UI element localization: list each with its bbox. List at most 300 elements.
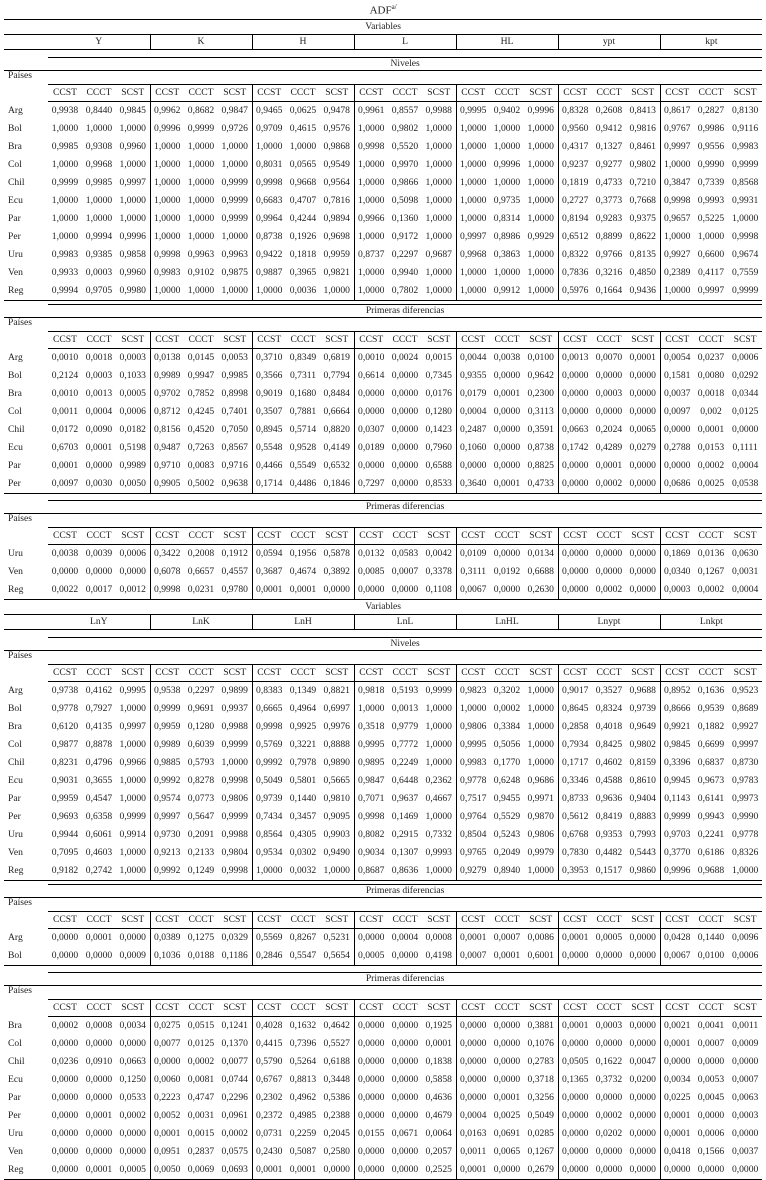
pvalue-cell: 1,0000: [527, 267, 554, 279]
table-row: [4, 844, 762, 862]
pvalue-cell: 0,9970: [391, 159, 419, 171]
pvalue-cell: 0,1280: [187, 721, 215, 733]
pvalue-cell: 0,0001: [595, 460, 623, 472]
pvalue-cell: 1,0000: [119, 703, 146, 715]
pvalue-cell: 0,9688: [629, 685, 656, 697]
test-type-header: CCST: [660, 332, 694, 349]
pvalue-cell: 0,9947: [187, 370, 215, 382]
pvalue-cell: 0,9487: [150, 439, 184, 457]
pvalue-cell: 0,9539: [697, 703, 725, 715]
country-label: Arg: [8, 684, 23, 696]
country-label: Bra: [8, 388, 22, 400]
pvalue-cell: 0,0000: [629, 1092, 656, 1104]
pvalue-cell: 0,9938: [51, 105, 79, 117]
pvalue-cell: 0,0007: [697, 1038, 725, 1050]
pvalue-cell: 0,9802: [629, 739, 656, 751]
pvalue-cell: 1,0000: [527, 739, 554, 751]
pvalue-cell: 1,0000: [354, 228, 388, 246]
pvalue-cell: 0,0002: [592, 581, 626, 600]
pvalue-cell: 0,6837: [697, 757, 725, 769]
corner-cell: [4, 615, 48, 630]
pvalue-cell: 0,9989: [150, 736, 184, 754]
pvalue-cell: 0,9766: [595, 249, 623, 261]
title-text: ADF: [369, 4, 392, 17]
pvalue-cell: 0,0001: [558, 929, 592, 948]
pvalue-cell: 0,4028: [252, 1017, 286, 1036]
pvalue-cell: 0,9870: [527, 811, 554, 823]
pvalue-cell: 0,0000: [456, 457, 490, 475]
country-label: Bol: [8, 703, 22, 715]
country-label: Bol: [8, 370, 22, 382]
pvalue-cell: 0,9992: [252, 754, 286, 772]
pvalue-cell: 0,7934: [558, 736, 592, 754]
test-type-header: CCCT: [592, 1000, 626, 1017]
variable-name: Y: [48, 35, 150, 50]
pvalue-cell: 0,0003: [85, 370, 113, 382]
pvalue-cell: 0,0001: [697, 424, 725, 436]
pvalue-cell: 0,9375: [629, 213, 656, 225]
table-row: [4, 228, 762, 246]
pvalue-cell: 0,5002: [184, 475, 218, 494]
pvalue-cell: 0,0013: [391, 703, 419, 715]
pvalue-cell: 0,0038: [493, 352, 521, 364]
pvalue-cell: 0,9778: [51, 703, 79, 715]
pvalue-cell: 0,0077: [221, 1056, 248, 1068]
pvalue-cell: 0,0003: [119, 352, 146, 364]
pvalue-cell: 0,3770: [660, 844, 694, 862]
pvalue-cell: 0,0000: [320, 581, 354, 600]
pvalue-cell: 1,0000: [425, 757, 452, 769]
pvalue-cell: 0,0671: [391, 1128, 419, 1140]
pvalue-cell: 0,0202: [595, 1128, 623, 1140]
pvalue-cell: 0,2727: [558, 192, 592, 210]
pvalue-cell: 0,4198: [422, 947, 456, 966]
pvalue-cell: 0,8504: [456, 826, 490, 844]
pvalue-cell: 0,5056: [493, 739, 521, 751]
country-label: Uru: [8, 829, 23, 841]
table-row: [4, 156, 762, 174]
pvalue-cell: 0,0000: [391, 388, 419, 400]
pvalue-cell: 1,0000: [119, 123, 146, 135]
pvalue-cell: 0,0000: [493, 1020, 521, 1032]
pvalue-cell: 1,0000: [354, 282, 388, 301]
pvalue-cell: 0,0340: [660, 563, 694, 581]
pvalue-cell: 1,0000: [425, 231, 452, 243]
pvalue-cell: 0,0000: [493, 548, 521, 560]
pvalue-cell: 0,3111: [456, 563, 490, 581]
pvalue-cell: 0,0003: [660, 581, 694, 600]
pvalue-cell: 0,8945: [252, 421, 286, 439]
pvalue-cell: 0,9102: [187, 267, 215, 279]
pvalue-cell: 0,0134: [527, 548, 554, 560]
pvalue-cell: 0,9996: [527, 105, 554, 117]
pvalue-cell: 0,0000: [731, 424, 759, 436]
pvalue-cell: 0,0004: [391, 932, 419, 944]
pvalue-cell: 0,0000: [85, 1092, 113, 1104]
pvalue-cell: 0,8666: [660, 700, 694, 718]
corner-cell: [4, 305, 48, 318]
table-row: [4, 826, 762, 844]
pvalue-cell: 0,0000: [354, 1071, 388, 1089]
pvalue-cell: 1,0000: [221, 159, 248, 171]
pvalue-cell: 1,0000: [187, 141, 215, 153]
pvalue-cell: 0,0039: [85, 548, 113, 560]
pvalue-cell: 0,8484: [323, 388, 350, 400]
pvalue-cell: 0,9961: [354, 102, 388, 121]
pvalue-cell: 0,0001: [490, 947, 524, 966]
pvalue-cell: 0,0237: [697, 352, 725, 364]
table-row: [4, 772, 762, 790]
pvalue-cell: 0,1818: [289, 249, 317, 261]
test-type-header: CCST: [252, 665, 286, 682]
table-row: [4, 581, 762, 600]
test-type-header: CCST: [252, 85, 286, 102]
variables-label: Variables: [4, 600, 762, 615]
test-type-header: SCST: [116, 528, 150, 545]
variables-header-row: [4, 20, 762, 35]
pvalue-cell: 0,4482: [595, 847, 623, 859]
pvalue-cell: 0,6061: [85, 829, 113, 841]
table-row: [4, 102, 762, 121]
pvalue-cell: 0,9866: [391, 177, 419, 189]
pvalue-cell: 0,8278: [187, 775, 215, 787]
pvalue-cell: 0,9556: [697, 141, 725, 153]
test-type-header: CCST: [660, 912, 694, 929]
table-row: [4, 1071, 762, 1089]
pvalue-cell: 0,0041: [697, 1020, 725, 1032]
pvalue-cell: 0,2608: [595, 105, 623, 117]
test-type-header: SCST: [524, 332, 558, 349]
pvalue-cell: 0,8419: [595, 811, 623, 823]
pvalue-cell: 0,8998: [221, 388, 248, 400]
pvalue-cell: 0,8082: [354, 826, 388, 844]
pvalue-cell: 0,0418: [660, 1143, 694, 1161]
pvalue-cell: 0,9997: [731, 739, 759, 751]
pvalue-cell: 0,9960: [119, 141, 146, 153]
test-type-header: CCCT: [184, 1000, 218, 1017]
pvalue-cell: 0,6699: [697, 739, 725, 751]
pvalue-cell: 0,0000: [354, 1035, 388, 1053]
pvalue-cell: 0,4149: [323, 442, 350, 454]
pvalue-cell: 0,9404: [629, 793, 656, 805]
pvalue-cell: 0,2296: [221, 1092, 248, 1104]
test-type-header: CCST: [150, 85, 184, 102]
pvalue-cell: 0,0000: [51, 1128, 79, 1140]
pvalue-cell: 0,6120: [51, 721, 79, 733]
pvalue-cell: 0,0001: [493, 1092, 521, 1104]
pvalue-cell: 0,8324: [595, 703, 623, 715]
pvalue-cell: 1,0000: [527, 685, 554, 697]
country-label: Col: [8, 739, 22, 751]
test-type-header: CCCT: [490, 85, 524, 102]
pvalue-cell: 0,9963: [221, 249, 248, 261]
country-label: Par: [8, 1092, 21, 1104]
pvalue-cell: 0,9213: [150, 844, 184, 862]
pvalue-cell: 0,4317: [558, 138, 592, 156]
test-type-header: CCST: [252, 528, 286, 545]
pvalue-cell: 0,5769: [252, 736, 286, 754]
pvalue-cell: 0,9998: [252, 174, 286, 192]
pvalue-cell: 0,9308: [85, 141, 113, 153]
country-label: Ecu: [8, 442, 23, 454]
pvalue-cell: 0,4642: [323, 1020, 350, 1032]
table-row: [4, 367, 762, 385]
pvalue-cell: 0,8733: [558, 790, 592, 808]
pvalue-cell: 0,0012: [116, 581, 150, 600]
pvalue-cell: 0,2045: [323, 1128, 350, 1140]
country-label: Col: [8, 159, 22, 171]
pvalue-cell: 0,0002: [694, 581, 728, 600]
test-type-header: SCST: [320, 528, 354, 545]
pvalue-cell: 0,9990: [697, 159, 725, 171]
pvalue-cell: 0,2362: [425, 775, 452, 787]
pvalue-cell: 0,9903: [323, 829, 350, 841]
pvalue-cell: 0,9890: [323, 757, 350, 769]
pvalue-cell: 0,0000: [456, 1035, 490, 1053]
pvalue-cell: 0,9802: [391, 123, 419, 135]
pvalue-cell: 0,9993: [425, 847, 452, 859]
pvalue-cell: 1,0000: [119, 775, 146, 787]
test-type-header: CCCT: [184, 85, 218, 102]
pvalue-cell: 0,5243: [493, 829, 521, 841]
pvalue-cell: 0,0000: [354, 1017, 388, 1036]
pvalue-cell: 0,9116: [732, 123, 759, 135]
pvalue-cell: 0,9687: [425, 249, 452, 261]
pvalue-cell: 0,0000: [660, 457, 694, 475]
pvalue-cell: 0,0053: [697, 1074, 725, 1086]
pvalue-cell: 1,0000: [252, 862, 286, 881]
test-type-header-row: [4, 528, 762, 545]
pvalue-cell: 0,0275: [150, 1017, 184, 1036]
pvalue-cell: 0,0000: [456, 1071, 490, 1089]
pvalue-cell: 0,9693: [51, 811, 79, 823]
pvalue-cell: 0,8825: [527, 460, 554, 472]
variables-label: Variables: [4, 20, 762, 35]
pvalue-cell: 0,9549: [323, 159, 350, 171]
pvalue-cell: 1,0000: [354, 120, 388, 138]
pvalue-cell: 0,0000: [388, 947, 422, 966]
pvalue-cell: 0,1912: [221, 548, 248, 560]
pvalue-cell: 0,0000: [558, 1107, 592, 1125]
pvalue-cell: 0,0002: [592, 475, 626, 494]
pvalue-cell: 0,8610: [629, 775, 656, 787]
test-type-header: SCST: [320, 665, 354, 682]
test-type-header: CCST: [48, 332, 82, 349]
test-type-header: SCST: [626, 528, 660, 545]
pvalue-cell: 0,0000: [48, 947, 82, 966]
pvalue-cell: 0,1349: [289, 685, 317, 697]
section-label: Primeras diferencias: [48, 501, 762, 514]
table-row: [4, 1017, 762, 1036]
pvalue-cell: 0,0000: [595, 370, 623, 382]
pvalue-cell: 0,9806: [527, 829, 554, 841]
pvalue-cell: 0,2008: [187, 548, 215, 560]
pvalue-cell: 0,0686: [660, 475, 694, 494]
pvalue-cell: 0,0329: [221, 932, 248, 944]
pvalue-cell: 0,9980: [116, 282, 150, 301]
pvalue-cell: 0,5612: [558, 808, 592, 826]
pvalue-cell: 0,0000: [391, 406, 419, 418]
pvalue-cell: 0,0231: [184, 581, 218, 600]
pvalue-cell: 0,0100: [694, 947, 728, 966]
pvalue-cell: 0,0001: [85, 442, 113, 454]
pvalue-cell: 0,0000: [558, 457, 592, 475]
table-title: [4, 1, 762, 20]
test-type-header: CCST: [150, 528, 184, 545]
corner-cell: [4, 501, 48, 514]
pvalue-label: [48, 71, 762, 85]
pvalue-cell: 0,0000: [85, 566, 113, 578]
pvalue-cell: 0,0037: [660, 385, 694, 403]
pvalue-cell: 0,3732: [595, 1074, 623, 1086]
pvalue-cell: 0,9999: [119, 811, 146, 823]
variable-names-row: [4, 615, 762, 630]
pvalue-cell: 0,9031: [51, 775, 79, 787]
test-type-header: CCCT: [592, 912, 626, 929]
pvalue-cell: 0,0000: [558, 403, 592, 421]
pvalue-cell: 0,0000: [354, 1107, 388, 1125]
pvalue-cell: 0,8712: [150, 403, 184, 421]
pvalue-cell: 0,9979: [527, 847, 554, 859]
pvalue-cell: 0,0961: [221, 1110, 248, 1122]
pvalue-cell: 0,4707: [289, 195, 317, 207]
pvalue-cell: 1,0000: [425, 195, 452, 207]
test-type-header: CCCT: [286, 665, 320, 682]
pvalue-cell: 0,8940: [490, 862, 524, 881]
pvalue-cell: 0,9959: [51, 793, 79, 805]
pvalue-cell: 0,9726: [221, 123, 248, 135]
pvalue-cell: 0,0000: [85, 1146, 113, 1158]
pvalue-cell: 0,9019: [252, 385, 286, 403]
pvalue-cell: 0,5198: [119, 442, 146, 454]
pvalue-cell: 0,8821: [323, 685, 350, 697]
pvalue-cell: 0,9989: [150, 367, 184, 385]
pvalue-cell: 0,9999: [660, 808, 694, 826]
pvalue-cell: 0,8326: [731, 847, 759, 859]
pvalue-cell: 0,0000: [694, 1161, 728, 1180]
pvalue-cell: 1,0000: [354, 700, 388, 718]
pvalue-cell: 0,4135: [85, 721, 113, 733]
pvalue-cell: 1,0000: [320, 862, 354, 881]
pvalue-cell: 0,2679: [524, 1161, 558, 1180]
corner-cell: [4, 638, 48, 651]
pvalue-cell: 0,0000: [558, 367, 592, 385]
test-type-header: CCCT: [592, 332, 626, 349]
pvalue-cell: 0,8689: [731, 703, 759, 715]
pvalue-cell: 1,0000: [221, 141, 248, 153]
pvalue-cell: 0,8425: [595, 739, 623, 751]
pvalue-cell: 0,0000: [558, 1161, 592, 1180]
pvalue-cell: 0,9927: [660, 246, 694, 264]
pvalue-cell: 0,9995: [119, 685, 146, 697]
pvalue-cell: 0,0000: [51, 566, 79, 578]
pvalue-cell: 0,0000: [51, 1092, 79, 1104]
pvalue-cell: 0,2302: [252, 1089, 286, 1107]
pvalue-cell: 0,4850: [629, 267, 656, 279]
pvalue-cell: 0,5569: [252, 929, 286, 948]
country-label: Ven: [8, 267, 23, 279]
pvalue-cell: 0,9899: [221, 685, 248, 697]
pvalue-cell: 0,4602: [595, 757, 623, 769]
test-type-header: SCST: [524, 1000, 558, 1017]
title-footnote-mark: a/: [391, 2, 397, 11]
pvalue-cell: 0,0000: [119, 566, 146, 578]
test-type-header-row: [4, 912, 762, 929]
table-row: [4, 1125, 762, 1143]
pvalue-cell: 0,0005: [116, 1161, 150, 1180]
pvalue-cell: 0,5386: [323, 1092, 350, 1104]
pvalue-cell: 0,0097: [48, 475, 82, 494]
pvalue-cell: 0,9940: [391, 267, 419, 279]
pvalue-cell: 0,1440: [289, 793, 317, 805]
country-label: Per: [8, 231, 21, 243]
pvalue-cell: 0,4486: [286, 475, 320, 494]
pvalue-cell: 0,9818: [354, 682, 388, 701]
test-type-header: SCST: [422, 912, 456, 929]
pvalue-cell: 0,9845: [660, 736, 694, 754]
pvalue-cell: 0,0050: [150, 1161, 184, 1180]
pvalue-cell: 0,9998: [252, 718, 286, 736]
pvalue-cell: 0,5654: [320, 947, 354, 966]
adf-table: [4, 1, 762, 1180]
section-label: Primeras diferencias: [48, 885, 762, 898]
pvalue-cell: 0,9997: [119, 177, 146, 189]
country-label: Per: [4, 475, 48, 494]
pvalue-cell: 0,9996: [493, 159, 521, 171]
pvalue-cell: 0,0515: [187, 1020, 215, 1032]
pvalue-cell: 0,9959: [323, 249, 350, 261]
pvalue-cell: 0,6614: [354, 367, 388, 385]
pvalue-cell: 0,1111: [732, 442, 758, 454]
test-type-header: CCST: [660, 1000, 694, 1017]
test-type-header: CCCT: [490, 1000, 524, 1017]
country-label: Arg: [8, 104, 23, 116]
pvalue-cell: 0,6001: [524, 947, 558, 966]
test-type-header: SCST: [320, 912, 354, 929]
pvalue-cell: 0,0000: [629, 1146, 656, 1158]
pvalue-cell: 1,0000: [425, 703, 452, 715]
spacer-row: [4, 630, 762, 638]
pvalue-cell: 0,9739: [629, 703, 656, 715]
pvalue-header-row: [4, 71, 762, 85]
pvalue-cell: 0,9673: [697, 775, 725, 787]
test-type-header: SCST: [524, 665, 558, 682]
section-header-row: [4, 58, 762, 71]
pvalue-cell: 0,8156: [150, 421, 184, 439]
pvalue-cell: 0,0000: [595, 406, 623, 418]
pvalue-cell: 0,0145: [187, 352, 215, 364]
section-label: Primeras diferencias: [48, 973, 762, 986]
pvalue-cell: 0,0013: [558, 349, 592, 368]
pvalue-cell: 0,9767: [660, 120, 694, 138]
test-type-header: SCST: [728, 85, 762, 102]
pvalue-cell: 0,9998: [354, 808, 388, 826]
pvalue-cell: 0,0001: [82, 1161, 116, 1180]
pvalue-cell: 0,9998: [221, 775, 248, 787]
pvalue-cell: 0,0000: [493, 460, 521, 472]
pvalue-cell: 1,0000: [51, 213, 79, 225]
pvalue-cell: 1,0000: [456, 192, 490, 210]
variable-name: LnK: [150, 615, 252, 630]
pvalue-cell: 1,0000: [527, 141, 554, 153]
pvalue-cell: 1,0000: [252, 282, 286, 301]
country-label: Chil: [8, 177, 25, 189]
pvalue-cell: 0,3655: [85, 775, 113, 787]
test-type-header: SCST: [524, 528, 558, 545]
test-type-header: SCST: [116, 85, 150, 102]
pvalue-cell: 0,9999: [150, 700, 184, 718]
pvalue-cell: 0,6039: [187, 739, 215, 751]
